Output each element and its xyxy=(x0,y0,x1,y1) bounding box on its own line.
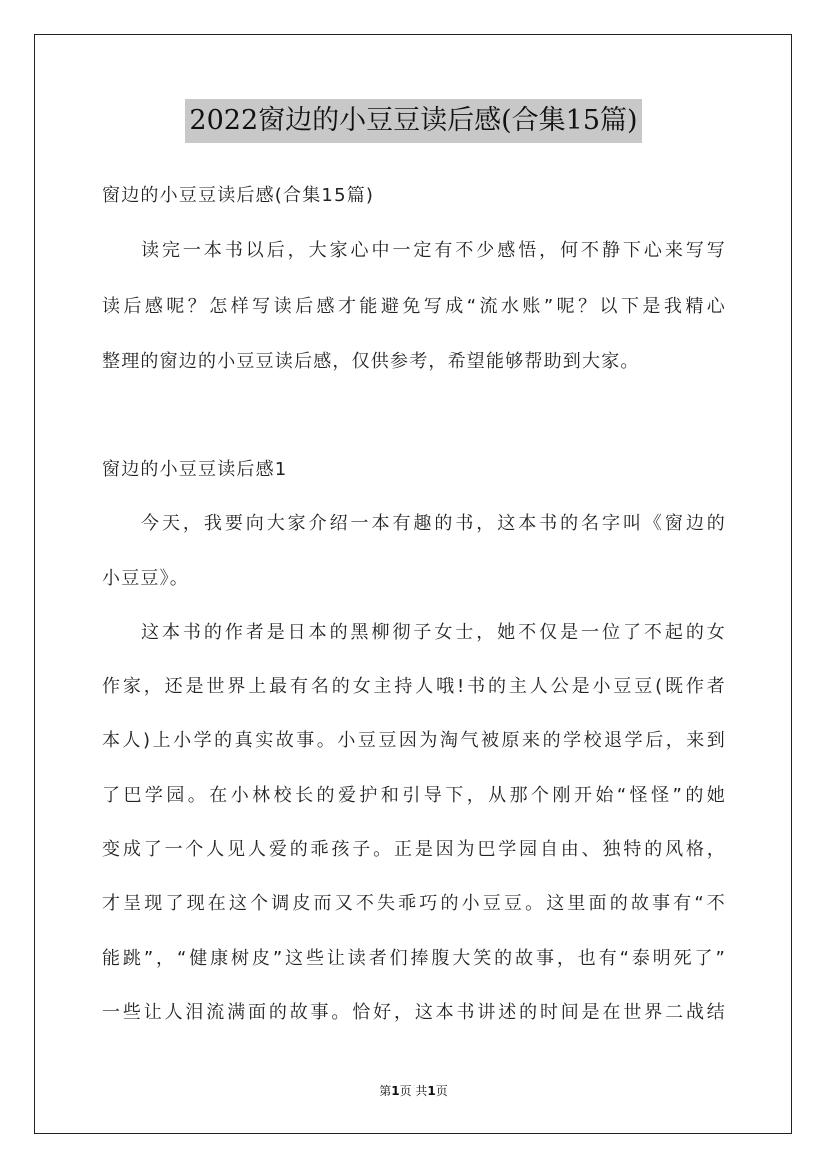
footer-page-current: 1 xyxy=(391,1084,400,1098)
footer-page-prefix: 第 xyxy=(379,1084,392,1098)
para2-line-6: 才呈现了现在这个调皮而又不失乖巧的小豆豆。这里面的故事有“不 xyxy=(102,893,726,914)
para2-line-4: 了巴学园。在小林校长的爱护和引导下，从那个刚开始“怪怪”的她 xyxy=(102,785,726,806)
para1-line-1: 今天，我要向大家介绍一本有趣的书，这本书的名字叫《窗边的 xyxy=(141,513,726,534)
intro-line-3: 整理的窗边的小豆豆读后感，仅供参考，希望能够帮助到大家。 xyxy=(102,351,640,372)
para2-line-7: 能跳”，“健康树皮”这些让读者们捧腹大笑的故事，也有“泰明死了” xyxy=(102,948,726,969)
para1-line-2: 小豆豆》。 xyxy=(102,568,189,589)
section-heading: 窗边的小豆豆读后感1 xyxy=(102,459,288,480)
document-title: 2022窗边的小豆豆读后感(合集15篇) xyxy=(185,99,641,143)
para2-line-5: 变成了一个人见人爱的乖孩子。正是因为巴学园自由、独特的风格， xyxy=(102,839,726,860)
footer-page-mid: 页 共 xyxy=(399,1084,428,1098)
footer-page-total: 1 xyxy=(427,1084,436,1098)
page-footer xyxy=(0,1082,827,1099)
para2-line-1: 这本书的作者是日本的黑柳彻子女士，她不仅是一位了不起的女 xyxy=(141,622,726,643)
footer-page-suffix: 页 xyxy=(435,1084,448,1098)
para2-line-2: 作家，还是世界上最有名的女主持人哦!书的主人公是小豆豆(既作者 xyxy=(102,676,726,697)
para2-line-3: 本人)上小学的真实故事。小豆豆因为淘气被原来的学校退学后，来到 xyxy=(102,730,726,751)
intro-line-2: 读后感呢？怎样写读后感才能避免写成“流水账”呢？以下是我精心 xyxy=(102,296,726,317)
intro-line-1: 读完一本书以后，大家心中一定有不少感悟，何不静下心来写写 xyxy=(141,240,726,261)
title-block xyxy=(0,99,827,143)
document-subtitle: 窗边的小豆豆读后感(合集15篇) xyxy=(102,185,375,206)
para2-line-8: 一些让人泪流满面的故事。恰好，这本书讲述的时间是在世界二战结 xyxy=(102,1002,726,1023)
